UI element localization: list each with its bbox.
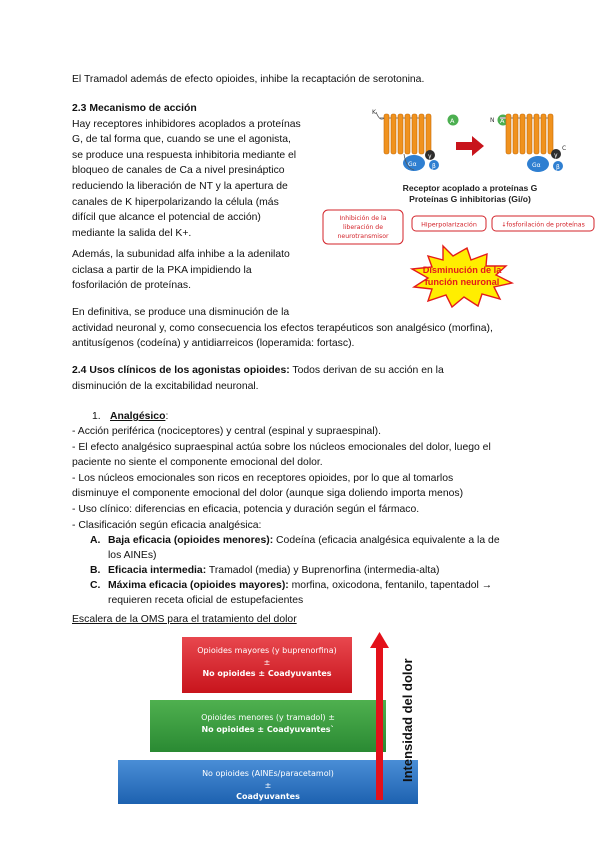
p1-line: G, de tal forma que, cuando se une el agonista, bbox=[72, 134, 291, 146]
step3-line2: ± bbox=[263, 657, 271, 667]
paragraph-2 bbox=[72, 247, 322, 294]
class-b-line bbox=[108, 563, 440, 579]
figure-caption-2: Proteínas G inhibitorias (Gi/o) bbox=[409, 194, 531, 204]
oms-ladder bbox=[118, 632, 448, 804]
label-gamma-right: γ bbox=[554, 152, 558, 159]
bullet-line: disminuye el componente emocional del dolor (aunque siga doliendo importa menos) bbox=[72, 488, 464, 500]
box1-line3: neurotransmisor bbox=[337, 233, 389, 240]
label-a-left: A bbox=[450, 117, 455, 125]
step1-line1: No opioides (AINEs/paracetamol) bbox=[202, 769, 334, 778]
step1-line3: Coadyuvantes bbox=[236, 792, 300, 801]
receptor-right bbox=[490, 114, 566, 172]
p1-line: se produce una respuesta inhibitoria mediante el bbox=[72, 149, 297, 161]
receptor-left bbox=[372, 109, 439, 171]
class-b-rest: Tramadol (media) y Buprenorfina (intermedia-alta) bbox=[206, 565, 440, 576]
p2-line: Además, la subunidad alfa inhibe a la adenilato bbox=[72, 249, 290, 260]
label-galpha-left: Gα bbox=[408, 161, 417, 168]
bullet-line: - Clasificación según eficacia analgésica: bbox=[72, 519, 262, 531]
heading-rest: Todos derivan de su acción en la bbox=[289, 365, 444, 376]
p1-line: bloqueo de canales de Ca a nivel presináptico bbox=[72, 165, 285, 177]
class-c-letter: C. bbox=[90, 580, 101, 591]
label-k: K bbox=[372, 109, 376, 116]
class-b-letter: B. bbox=[90, 565, 101, 576]
box1-line2: liberación de bbox=[342, 224, 384, 231]
label-beta-left: β bbox=[432, 163, 436, 170]
section-2-3 bbox=[72, 101, 322, 241]
step3-line3: No opioides ± Coadyuvantes bbox=[202, 669, 332, 678]
bullet-line: - Uso clínico: diferencias en eficacia, potencia y duración según el fármaco. bbox=[72, 503, 420, 515]
item-colon: : bbox=[165, 411, 169, 422]
arrow-icon bbox=[456, 136, 484, 156]
item-title bbox=[110, 409, 168, 425]
heading-text: 2.3 Mecanismo de acción bbox=[72, 103, 197, 114]
class-a-bold: Baja eficacia (opioides menores): bbox=[108, 535, 274, 546]
class-c-bold: Máxima eficacia (opioides mayores): bbox=[108, 580, 289, 591]
p2-line: ciclasa a partir de la PKA impidiendo la bbox=[72, 264, 252, 276]
box2-text: Hiperpolarización bbox=[421, 220, 477, 229]
p2-line: fosforilación de proteínas. bbox=[72, 280, 191, 292]
class-c-line bbox=[108, 578, 492, 594]
classification-list bbox=[0, 533, 600, 606]
p1-line: Hay receptores inhibidores acoplados a proteínas bbox=[72, 118, 301, 130]
step2-line2: No opioides ± Coadyuvantes` bbox=[201, 724, 335, 734]
section-2-4-heading-line bbox=[72, 363, 542, 379]
oms-title-block bbox=[72, 612, 542, 628]
box3-text: ↓fosforilación de proteínas bbox=[501, 221, 585, 229]
class-b-bold: Eficacia intermedia: bbox=[108, 565, 207, 576]
p3-line: antitusígenos (codeína) y antidiarreicos (loperamida: fortasc). bbox=[72, 338, 355, 350]
label-a-right: A bbox=[500, 117, 505, 125]
label-gamma-left: γ bbox=[428, 153, 432, 160]
step2-line1: Opioides menores (y tramadol) ± bbox=[201, 713, 335, 722]
bullet-line: paciente no siente el componente emocional del dolor. bbox=[72, 457, 323, 469]
label-galpha-right: Gα bbox=[532, 162, 541, 169]
label-beta-right: β bbox=[556, 164, 560, 171]
burst-line2: función neuronal bbox=[424, 277, 500, 287]
p3-line: En definitiva, se produce una disminución de la bbox=[72, 307, 290, 318]
section-2-4-line2: disminución de la excitabilidad neuronal. bbox=[72, 380, 259, 392]
figure-caption-1: Receptor acoplado a proteínas G bbox=[402, 183, 538, 193]
item-label: Analgésico bbox=[110, 411, 166, 422]
section-2-3-heading bbox=[72, 101, 322, 117]
burst-line1: Disminución de la bbox=[422, 265, 502, 275]
section-2-4 bbox=[72, 363, 542, 394]
oms-step-3 bbox=[182, 637, 352, 693]
bullet-line: - Los núcleos emocionales son ricos en receptores opioides, por lo que al tomarlos bbox=[72, 472, 454, 484]
p1-line: reduciendo la liberación de NT y la apertura de bbox=[72, 180, 288, 192]
intensity-label: Intensidad del dolor bbox=[400, 658, 415, 782]
step1-line2: ± bbox=[264, 780, 272, 790]
p3-line: actividad neuronal y, como consecuencia los efectos terapéuticos son analgésico (morfina), bbox=[72, 322, 493, 334]
intensity-arrow-icon bbox=[370, 632, 389, 648]
receptor-figure bbox=[320, 108, 600, 308]
intensity-axis bbox=[368, 632, 448, 804]
bullet-line: - El efecto analgésico supraespinal actúa sobre los núcleos emocionales del dolor, luego el bbox=[72, 441, 491, 453]
class-a-line bbox=[108, 533, 500, 549]
p1-line: canales de K hiperpolarizando la célula (más bbox=[72, 196, 279, 208]
p1-line: difícil que alcance el potencial de acción) bbox=[72, 212, 261, 224]
class-a-rest: Codeína (eficacia analgésica equivalente a la de bbox=[273, 535, 500, 546]
oms-step-2 bbox=[150, 700, 386, 752]
intro-text: El Tramadol además de efecto opioides, inhibe la recaptación de serotonina. bbox=[72, 74, 425, 85]
box1-line1: Inhibición de la bbox=[339, 215, 387, 222]
bullet-list bbox=[72, 424, 542, 533]
section-2-4-heading: 2.4 Usos clínicos de los agonistas opioides: bbox=[72, 365, 290, 376]
intensity-arrow-shaft bbox=[376, 646, 383, 800]
list-item-analgesico bbox=[72, 409, 542, 425]
bullet-line: - Acción periférica (nociceptores) y central (espinal y supraespinal). bbox=[72, 426, 381, 437]
paragraph-3 bbox=[72, 305, 542, 352]
p1-line: mediante la salida del K+. bbox=[72, 227, 192, 239]
class-a-line2: los AINEs) bbox=[108, 550, 157, 561]
step3-line1: Opioides mayores (y buprenorfina) bbox=[197, 646, 337, 655]
intro-paragraph bbox=[72, 72, 542, 88]
label-n: N bbox=[490, 117, 495, 124]
class-c-rest: morfina, oxicodona, fentanilo, tapentadol → bbox=[288, 580, 493, 591]
oms-title: Escalera de la OMS para el tratamiento del dolor bbox=[72, 614, 297, 625]
class-c-line2: requieren receta oficial de estupefacientes bbox=[108, 595, 304, 606]
item-number: 1. bbox=[92, 411, 101, 422]
class-a-letter: A. bbox=[90, 535, 101, 546]
label-c: C bbox=[562, 145, 567, 152]
